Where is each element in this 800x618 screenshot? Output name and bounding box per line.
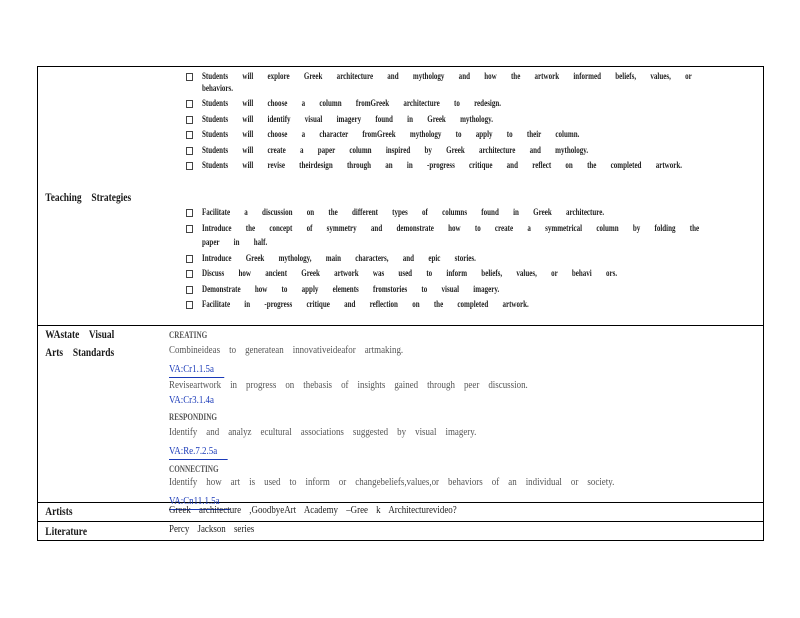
teaching-strategies-row (38, 67, 764, 326)
list-item: Students will explore Greek architecture and mythology and how the artwork informed beliefs, values, or (186, 69, 786, 85)
literature-text: Percy Jackson series (169, 524, 255, 535)
creating-text-1: Combineideas to generatean innovativeideafor artmaking. (169, 345, 404, 356)
connecting-text: Identify how art is used to inform or changebeliefs,values,or behaviors of an individual or society. (169, 477, 615, 488)
artists-row (38, 503, 764, 522)
lesson-plan-table (37, 66, 764, 541)
strategies-list (166, 205, 786, 313)
list-item: Students will identify visual imagery found in Greek mythology. (186, 112, 786, 128)
artists-label: Artists (45, 506, 73, 518)
list-item: Demonstrate how to apply elements fromstories to visual imagery. (186, 282, 786, 298)
standard-code-link[interactable]: VA:Re.7.2.5a (169, 445, 227, 460)
standard-code: VA:Cr3.1.4a (169, 395, 214, 406)
standards-row (38, 326, 764, 503)
standard-code-link[interactable]: VA:Cr1.1.5a (169, 363, 224, 378)
literature-label: Literature (45, 526, 88, 538)
teaching-strategies-label: Teaching Strategies (45, 192, 132, 204)
literature-row (38, 522, 764, 541)
standard-code-link[interactable]: VA:Cn11.1.5a (169, 495, 230, 510)
list-item: Students will choose a character fromGreek mythology to apply to their column. (186, 127, 786, 143)
creating-text-2: Reviseartwork in progress on thebasis of insights gained through peer discussion. (169, 380, 528, 391)
list-item: Students will create a paper column inspired by Greek architecture and mythology. (186, 143, 786, 159)
list-item: Discuss how ancient Greek artwork was used to inform beliefs, values, or behavi ors. (186, 266, 786, 282)
list-item: Students will revise theirdesign through an in -progress critique and reflect on the completed artwork. (186, 158, 786, 174)
creating-heading: CREATING (169, 330, 208, 340)
standards-label: WAstate Visual Arts Standards (45, 329, 115, 359)
list-item: Facilitate in -progress critique and reflection on the completed artwork. (186, 297, 786, 313)
list-item: Students will choose a column fromGreek architecture to redesign. (186, 96, 786, 112)
connecting-heading: CONNECTING (169, 464, 219, 474)
list-item: paper in half. (202, 237, 268, 247)
list-item: Introduce the concept of symmetry and demonstrate how to create a symmetrical column by folding the (186, 221, 786, 237)
artists-text: Greek architecture ,GoodbyeArt Academy –Gree k Architecturevideo? (169, 505, 457, 516)
list-item: Facilitate a discussion on the different types of columns found in Greek architecture. (186, 205, 786, 221)
standards-content (169, 329, 759, 510)
objectives-list (166, 69, 786, 174)
list-item: behaviors. (202, 82, 234, 93)
responding-heading: RESPONDING (169, 412, 218, 422)
responding-text: Identify and analyz ecultural associations suggested by visual imagery. (169, 427, 477, 438)
list-item: Introduce Greek mythology, main characters, and epic stories. (186, 251, 786, 267)
